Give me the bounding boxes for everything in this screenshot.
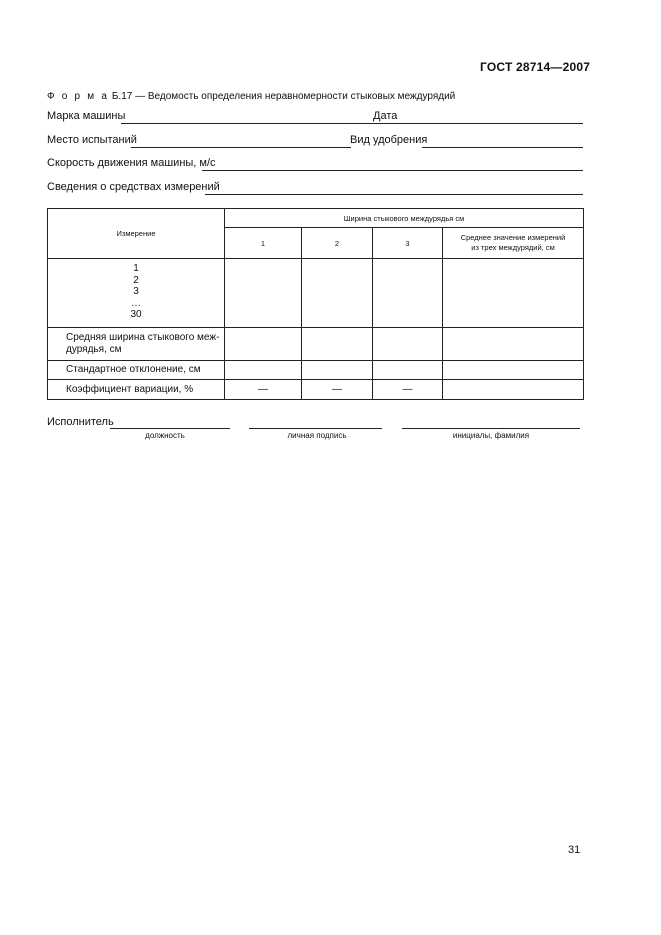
form-title [47,91,455,102]
standard-code: ГОСТ 28714—2007 [480,60,591,74]
test-site-line[interactable] [131,147,351,148]
table-cell[interactable] [443,361,584,380]
table-header-row-1 [48,209,584,228]
row-number: 30 [130,309,142,320]
table-cell[interactable] [302,361,373,380]
machine-brand-line[interactable] [121,123,417,124]
field-row-instruments [47,181,583,197]
measurement-table [47,208,584,400]
width-header: Ширина стыкового междурядья см [225,209,584,228]
form-title-text: Б.17 — Ведомость определения неравномерности стыковых междурядий [111,91,456,102]
field-row-machine-brand [47,110,583,126]
signature-line[interactable] [249,428,382,429]
row-numbers [48,259,225,328]
variation-coefficient-label: Коэффициент вариации, % [48,380,225,400]
form-word: Ф о р м а [47,91,110,102]
page-number: 31 [568,844,581,856]
avg-width-label-line-1: Средняя ширина стыкового меж- [66,332,220,343]
name-caption: инициалы, фамилия [452,431,530,440]
machine-speed-line[interactable] [202,170,583,171]
table-cell[interactable] [443,328,584,361]
dash-cell: — [302,380,373,400]
column-header-3: 3 [373,228,443,259]
table-cell[interactable] [443,380,584,400]
average-header-line-1: Среднее значение измерений [460,233,566,242]
performer-label: Исполнитель [47,416,114,428]
name-line[interactable] [402,428,580,429]
date-line[interactable] [398,123,583,124]
column-header-2: 2 [302,228,373,259]
average-header [443,228,584,259]
machine-speed-label: Скорость движения машины, м/с [47,157,216,169]
fertilizer-type-line[interactable] [422,147,583,148]
table-row [48,380,584,400]
dash-cell: — [373,380,443,400]
avg-width-label-line-2: дурядья, см [66,344,122,355]
signature-caption: личная подпись [287,431,347,440]
row-number: … [131,297,141,309]
table-cell[interactable] [373,361,443,380]
test-site-label: Место испытаний [47,134,137,146]
row-number: 3 [133,286,139,297]
row-number: 2 [133,274,139,286]
table-cell[interactable] [302,328,373,361]
position-line[interactable] [110,428,230,429]
table-row [48,361,584,380]
dash-cell: — [225,380,302,400]
machine-brand-label: Марка машины [47,110,126,122]
measurement-header: Измерение [48,209,225,259]
position-caption: должность [145,431,185,440]
avg-width-label [48,328,225,361]
table-cell[interactable] [302,259,373,328]
table-cell[interactable] [373,259,443,328]
table-cell[interactable] [225,328,302,361]
date-label: Дата [373,110,398,122]
table-row [48,328,584,361]
column-header-1: 1 [225,228,302,259]
table-cell[interactable] [225,361,302,380]
table-cell[interactable] [443,259,584,328]
instruments-line[interactable] [205,194,583,195]
instruments-label: Сведения о средствах измерений [47,181,220,193]
std-deviation-label: Стандартное отклонение, см [48,361,225,380]
average-header-line-2: из трех междурядий, см [471,243,555,252]
table-cell[interactable] [225,259,302,328]
fertilizer-type-label: Вид удобрения [350,134,428,146]
field-row-test-site [47,134,583,150]
table-cell[interactable] [373,328,443,361]
row-number: 1 [133,263,139,274]
field-row-machine-speed [47,157,583,173]
table-row [48,259,584,328]
